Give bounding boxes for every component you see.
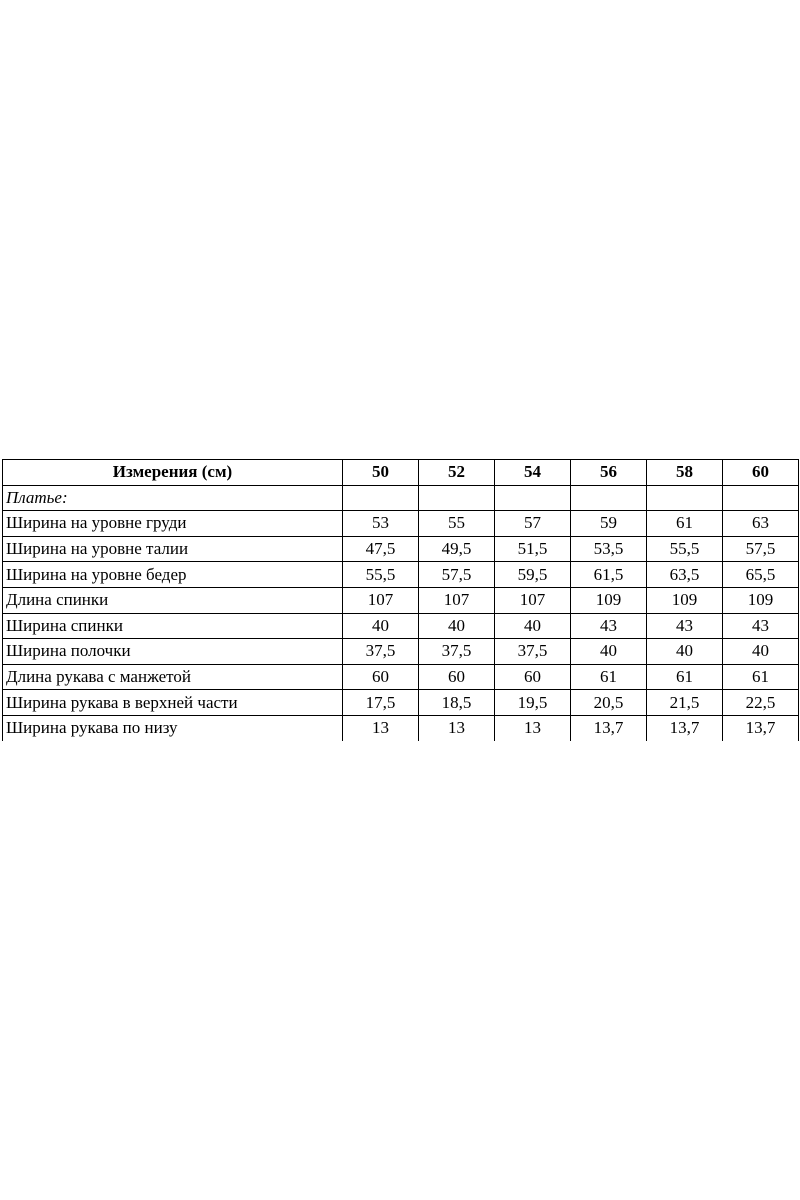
table-row <box>3 587 799 613</box>
measurement-value: 13,7 <box>723 715 799 740</box>
measurement-value: 60 <box>495 664 571 690</box>
measurement-value: 109 <box>723 587 799 613</box>
measurement-value: 60 <box>343 664 419 690</box>
measurement-value: 107 <box>343 587 419 613</box>
measurement-value: 63,5 <box>647 562 723 588</box>
measurement-value: 61,5 <box>571 562 647 588</box>
measurement-value: 19,5 <box>495 690 571 716</box>
measurement-label: Ширина спинки <box>3 613 343 639</box>
measurement-value: 60 <box>419 664 495 690</box>
table-row <box>3 511 799 537</box>
table-row <box>3 536 799 562</box>
header-size: 60 <box>723 460 799 486</box>
measurement-value: 53 <box>343 511 419 537</box>
measurement-value: 55,5 <box>343 562 419 588</box>
measurement-value: 17,5 <box>343 690 419 716</box>
measurement-value: 49,5 <box>419 536 495 562</box>
measurement-value: 61 <box>571 664 647 690</box>
measurement-value: 47,5 <box>343 536 419 562</box>
measurement-value: 65,5 <box>723 562 799 588</box>
measurement-value: 57 <box>495 511 571 537</box>
measurement-value: 107 <box>495 587 571 613</box>
measurement-value: 37,5 <box>343 639 419 665</box>
section-label: Платье: <box>3 485 343 511</box>
measurement-value: 21,5 <box>647 690 723 716</box>
size-chart-table <box>2 459 799 741</box>
measurement-value: 107 <box>419 587 495 613</box>
measurement-value: 13,7 <box>571 715 647 740</box>
header-size: 54 <box>495 460 571 486</box>
measurement-value: 109 <box>571 587 647 613</box>
measurement-value: 13 <box>495 715 571 740</box>
measurement-value: 40 <box>343 613 419 639</box>
measurement-label: Ширина рукава по низу <box>3 715 343 740</box>
measurement-value: 13 <box>419 715 495 740</box>
measurement-label: Ширина рукава в верхней части <box>3 690 343 716</box>
measurement-value: 40 <box>571 639 647 665</box>
measurement-value: 59 <box>571 511 647 537</box>
header-size: 58 <box>647 460 723 486</box>
table-row <box>3 715 799 740</box>
measurement-label: Ширина на уровне бедер <box>3 562 343 588</box>
measurement-value: 59,5 <box>495 562 571 588</box>
measurement-value: 57,5 <box>723 536 799 562</box>
measurement-value: 43 <box>647 613 723 639</box>
measurement-value: 53,5 <box>571 536 647 562</box>
empty-cell <box>647 485 723 511</box>
header-row <box>3 460 799 486</box>
measurement-value: 43 <box>723 613 799 639</box>
measurement-value: 37,5 <box>495 639 571 665</box>
header-size: 50 <box>343 460 419 486</box>
measurement-value: 57,5 <box>419 562 495 588</box>
section-row <box>3 485 799 511</box>
measurement-value: 13,7 <box>647 715 723 740</box>
table-row <box>3 613 799 639</box>
measurement-label: Ширина на уровне груди <box>3 511 343 537</box>
empty-cell <box>723 485 799 511</box>
measurement-value: 18,5 <box>419 690 495 716</box>
measurement-value: 20,5 <box>571 690 647 716</box>
table-row <box>3 639 799 665</box>
empty-cell <box>419 485 495 511</box>
header-size: 56 <box>571 460 647 486</box>
measurement-value: 61 <box>647 664 723 690</box>
measurement-value: 61 <box>647 511 723 537</box>
measurement-value: 55 <box>419 511 495 537</box>
measurement-label: Длина спинки <box>3 587 343 613</box>
empty-cell <box>495 485 571 511</box>
measurement-label: Длина рукава с манжетой <box>3 664 343 690</box>
measurement-value: 22,5 <box>723 690 799 716</box>
measurement-label: Ширина на уровне талии <box>3 536 343 562</box>
measurement-value: 55,5 <box>647 536 723 562</box>
empty-cell <box>343 485 419 511</box>
table-row <box>3 690 799 716</box>
table-row <box>3 664 799 690</box>
measurement-value: 40 <box>495 613 571 639</box>
measurement-value: 63 <box>723 511 799 537</box>
empty-cell <box>571 485 647 511</box>
measurement-value: 40 <box>723 639 799 665</box>
table-row <box>3 562 799 588</box>
measurement-value: 13 <box>343 715 419 740</box>
measurement-value: 51,5 <box>495 536 571 562</box>
measurement-value: 40 <box>647 639 723 665</box>
header-label: Измерения (см) <box>3 460 343 486</box>
header-size: 52 <box>419 460 495 486</box>
measurement-value: 37,5 <box>419 639 495 665</box>
measurement-value: 109 <box>647 587 723 613</box>
measurement-value: 43 <box>571 613 647 639</box>
measurement-value: 40 <box>419 613 495 639</box>
measurement-value: 61 <box>723 664 799 690</box>
measurement-label: Ширина полочки <box>3 639 343 665</box>
